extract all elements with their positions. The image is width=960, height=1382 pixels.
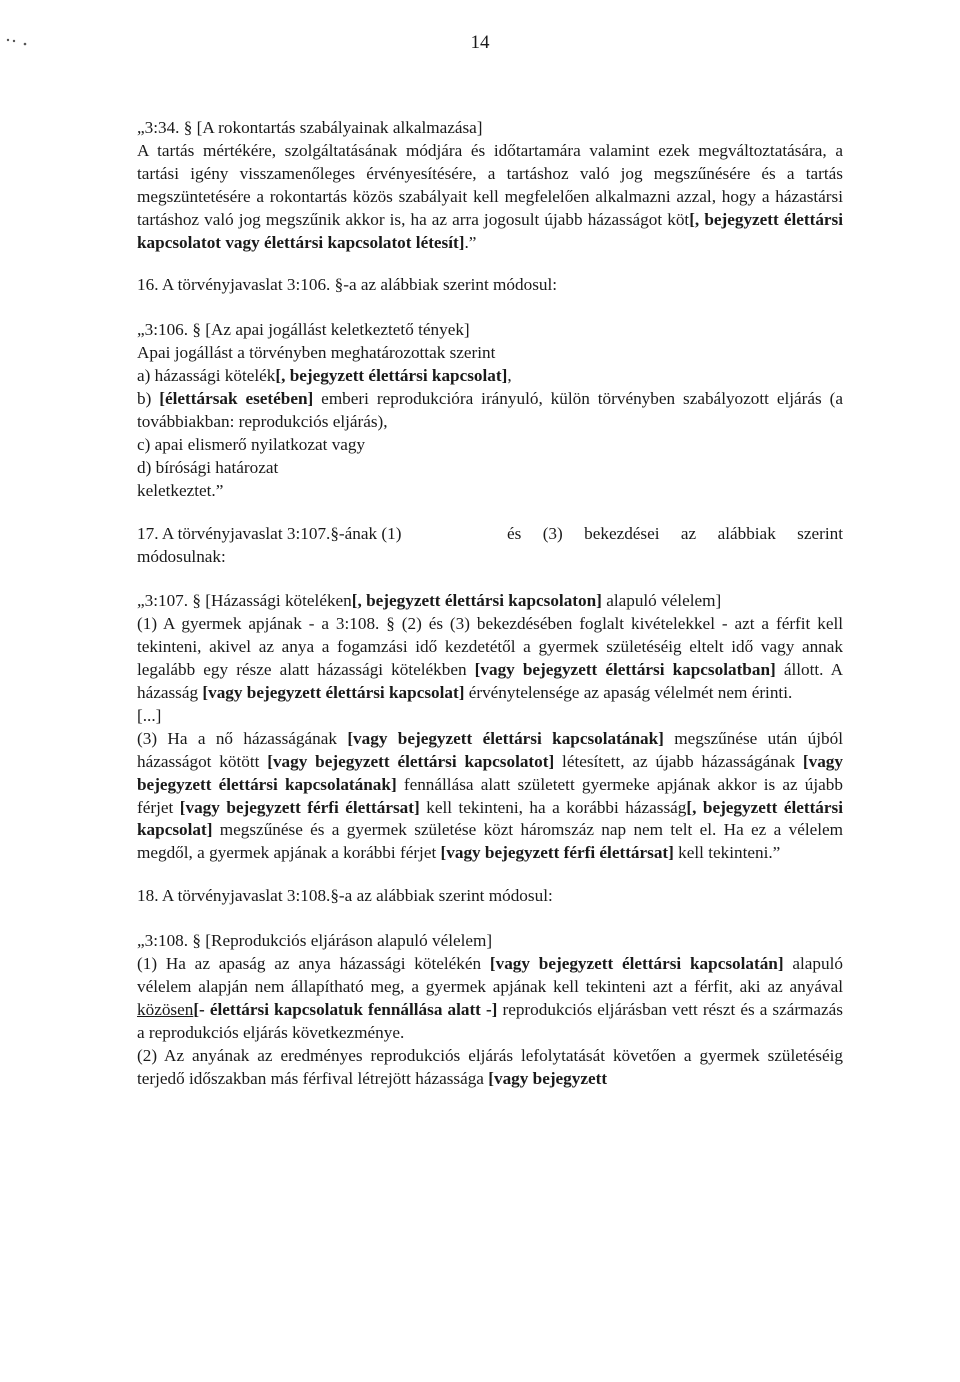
bold-amendment: [, bejegyzett élettársi kapcsolatot vagy élettársi kapcsolatot létesít] <box>137 209 843 252</box>
document-body <box>137 117 843 1091</box>
list-item-a: a) házassági kötelék[, bejegyzett élettársi kapcsolat], <box>137 366 512 386</box>
bold-amendment: [, bejegyzett élettársi kapcsolaton] <box>351 591 602 611</box>
page-number: 14 <box>470 32 490 53</box>
paragraph <box>137 140 843 255</box>
underlined-text: közösen <box>137 999 194 1019</box>
bold-amendment: [- élettársi kapcsolatuk fennállása alatt -] <box>193 999 498 1019</box>
paragraph: Apai jogállást a törvényben meghatározottak szerint <box>137 343 496 363</box>
amendment-item-16: 16. A törvényjavaslat 3:106. §-a az alábbiak szerint módosul: <box>137 275 558 295</box>
amendment-item-18: 18. A törvényjavaslat 3:108.§-a az alábbiak szerint módosul: <box>137 886 553 906</box>
text: .” <box>464 232 477 252</box>
section-heading: „3:107. § [Házassági köteléken[, bejegyzett élettársi kapcsolaton] alapuló vélelem] <box>137 591 722 611</box>
bold-amendment: [vagy bejegyzett élettársi kapcsolatának] <box>347 728 664 748</box>
item-17-right: és (3) bekezdései az alábbiak szerint <box>507 523 843 543</box>
bold-amendment: [vagy bejegyzett élettársi kapcsolatán] <box>489 954 784 974</box>
bold-amendment: [vagy bejegyzett <box>488 1068 608 1088</box>
paragraph-1: (1) Ha az apaság az anya házassági kötelékén [vagy bejegyzett élettársi kapcsolatán] alapuló vélelem alapján nem állapítható meg, a gyermek apjának kell tekinteni azt a férfit, aki az anyával közösen[- élettársi kapcsolatuk fennállása alatt -] reprodukciós eljárásban vett részt és a származás a reprodukciós eljárás következménye. <box>137 954 843 1042</box>
bold-amendment: [élettársak esetében] <box>159 389 314 409</box>
list-item-d: d) bírósági határozat <box>137 457 279 477</box>
section-3-108 <box>137 930 843 1090</box>
paragraph-2: (2) Az anyának az eredményes reprodukciós eljárás lefolytatását követően a gyermek születéséig terjedő időszakban más férfival létrejött házassága [vagy bejegyzett <box>137 1045 843 1088</box>
bold-amendment: [, bejegyzett élettársi kapcsolat] <box>275 366 508 386</box>
text: A tartás mértékére, szolgáltatásának módjára és időtartamára valamint ezek megváltoztatására, a tartási igény visszamenőleges érvényesítésére, a tartáshoz való jog megszűnésére és a tartás megszüntetésére a rokontartás közös szabályait kell megfelelően alkalmazni azzal, hogy a házastársi tartáshoz való jog megszűnik akkor is, ha az arra jogosult újabb házasságot köt <box>137 140 843 229</box>
section-heading: „3:108. § [Reprodukciós eljáráson alapuló vélelem] <box>137 931 493 951</box>
bold-amendment: [vagy bejegyzett élettársi kapcsolatban] <box>474 660 776 680</box>
bold-amendment: [vagy bejegyzett élettársi kapcsolatot] <box>267 751 555 771</box>
section-3-34 <box>137 117 843 254</box>
amendment-item-17 <box>137 523 843 569</box>
paragraph-1: (1) A gyermek apjának - a 3:108. § (2) és (3) bekezdésében foglalt kivételekkel - azt a férfit kell tekinteni, akivel az anya a fogamzási idő kezdetétől a gyermek születéséig eltelt idő vagy annak legalább egy része alatt házassági kötelékben [vagy bejegyzett élettársi kapcsolatban] állott. A házasság [vagy bejegyzett élettársi kapcsolat] érvénytelensége az apaság vélelmét nem érinti. <box>137 614 843 703</box>
bold-amendment: [, bejegyzett élettársi kapcsolat] <box>137 797 843 840</box>
paragraph: keletkeztet.” <box>137 480 224 500</box>
item-17-left: 17. A törvényjavaslat 3:107.§-ának (1) <box>137 523 402 543</box>
bold-amendment: [vagy bejegyzett élettársi kapcsolatának] <box>137 751 843 794</box>
bold-amendment: [vagy bejegyzett férfi élettársat] <box>179 797 420 817</box>
bold-amendment: [vagy bejegyzett élettársi kapcsolat] <box>202 683 465 703</box>
bold-amendment: [vagy bejegyzett férfi élettársat] <box>440 843 674 863</box>
section-3-106 <box>137 319 843 502</box>
section-heading: „3:34. § [A rokontartás szabályainak alkalmazása] <box>137 118 483 137</box>
list-item-b: b) [élettársak esetében] emberi reprodukcióra irányuló, külön törvényben szabályozott eljárás (a továbbiakban: reprodukciós eljárás), <box>137 389 843 431</box>
paragraph-3: (3) Ha a nő házasságának [vagy bejegyzett élettársi kapcsolatának] megszűnése után újból házasságot kötött [vagy bejegyzett élettársi kapcsolatot] létesített, az újabb házasságának [vagy bejegyzett élettársi kapcsolatának] fennállása alatt született gyermeke apjának akkor is az újabb férjet [vagy bejegyzett férfi élettársat] kell tekinteni, ha a korábbi házasság[, bejegyzett élettársi kapcsolat] megszűnése és a gyermek születése közt háromszáz nap nem telt el. Ha ez a vélelem megdől, a gyermek apjának a korábbi férjet [vagy bejegyzett férfi élettársat] kell tekinteni.” <box>137 728 843 863</box>
item-17-line2: módosulnak: <box>137 546 226 566</box>
ellipsis: [...] <box>137 705 162 725</box>
section-heading: „3:106. § [Az apai jogállást keletkeztető tények] <box>137 320 470 340</box>
section-3-107 <box>137 590 843 865</box>
list-item-c: c) apai elismerő nyilatkozat vagy <box>137 434 366 454</box>
